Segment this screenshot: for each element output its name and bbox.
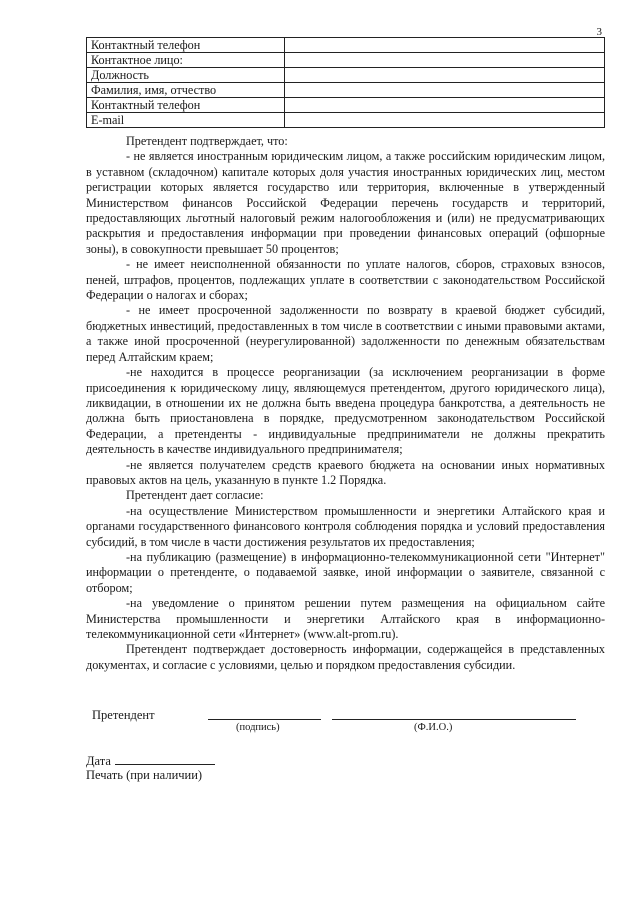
- date-label: Дата: [86, 754, 111, 768]
- stamp-label: Печать (при наличии): [86, 768, 203, 782]
- table-row: [87, 113, 605, 128]
- paragraph-not-budget-recipient: -не является получателем средств краевого бюджета на основании иных нормативных правовых актов на цель, указанную в пункте 1.2 Порядка.: [86, 457, 605, 487]
- paragraph-no-overdue-debt: - не имеет просроченной задолженности по возврату в краевой бюджет субсидий, бюджетных инвестиций, предоставленных в том числе в соответствии с иными правовыми актами, а также иной просроченной (неурегулированной) задолженности по денежным обязательствам перед Алтайским краем;: [86, 303, 605, 364]
- table-cell-label: Контактный телефон: [87, 38, 285, 53]
- date-row: [86, 752, 215, 769]
- signature-line: [208, 719, 321, 720]
- table-cell-label: E-mail: [87, 113, 285, 128]
- paragraph-no-reorganization: -не находится в процессе реорганизации (за исключением реорганизации в форме присоединения к юридическому лицу, являющемуся претендентом, другого юридического лица), ликвидации, в отношении их не должна быть введена процедура банкротства, а деятельность не должна быть приостановлена в порядке, предусмотренном законодательством Российской Федерации, а претенденты - индивидуальные предприниматели не должны прекратить деятельность в качестве индивидуального предпринимателя;: [86, 365, 605, 457]
- table-cell-value: [285, 98, 605, 113]
- table-row: [87, 38, 605, 53]
- name-line: [332, 719, 576, 720]
- table-cell-label: Фамилия, имя, отчество: [87, 83, 285, 98]
- table-row: [87, 83, 605, 98]
- paragraph-consent-publication: -на публикацию (размещение) в информационно-телекоммуникационной сети "Интернет" информации о претенденте, о подаваемой заявке, иной информации о заявителе, связанной с отбором;: [86, 549, 605, 595]
- signature-caption: (подпись): [236, 722, 280, 733]
- name-caption: (Ф.И.О.): [414, 722, 453, 733]
- table-cell-label: Контактное лицо:: [87, 53, 285, 68]
- paragraph-confirms-accuracy: Претендент подтверждает достоверность информации, содержащейся в представленных документах, и согласие с условиями, целью и порядком предоставления субсидии.: [86, 642, 605, 672]
- table-row: [87, 53, 605, 68]
- table-cell-value: [285, 53, 605, 68]
- paragraph-confirms-intro: Претендент подтверждает, что:: [126, 134, 288, 148]
- paragraph-consent-intro: Претендент дает согласие:: [126, 488, 264, 503]
- table-row: [87, 98, 605, 113]
- applicant-label: Претендент: [92, 708, 155, 722]
- paragraph-not-foreign-entity: - не является иностранным юридическим лицом, а также российским юридическим лицом, в уставном (складочном) капитале которых доля участия иностранных юридических лиц, местом регистрации которых является государство или территория, включенные в утвержденный Министерством финансов Российской Федерации перечень государств и территорий, предоставляющих льготный налоговый режим налогообложения и (или) не предусматривающих раскрытия и предоставления информации при проведении финансовых операций (офшорные зоны), в совокупности превышает 50 процентов;: [86, 149, 605, 256]
- table-row: [87, 68, 605, 83]
- page-number: 3: [596, 26, 602, 38]
- paragraph-consent-control: -на осуществление Министерством промышленности и энергетики Алтайского края и органами государственного финансового контроля соблюдения порядка и условий предоставления субсидий, в том числе в части достижения результатов их предоставления;: [86, 503, 605, 549]
- table-cell-value: [285, 113, 605, 128]
- table-cell-value: [285, 68, 605, 83]
- table-cell-label: Должность: [87, 68, 285, 83]
- date-line: [115, 752, 215, 765]
- table-cell-label: Контактный телефон: [87, 98, 285, 113]
- paragraph-no-tax-debt: - не имеет неисполненной обязанности по уплате налогов, сборов, страховых взносов, пеней, штрафов, процентов, подлежащих уплате в соответствии с законодательством Российской Федерации о налогах и сборах;: [86, 257, 605, 303]
- contact-info-table: [86, 37, 605, 128]
- document-body: [86, 134, 605, 673]
- table-cell-value: [285, 83, 605, 98]
- table-cell-value: [285, 38, 605, 53]
- paragraph-consent-notification: -на уведомление о принятом решении путем размещения на официальном сайте Министерства промышленности и энергетики Алтайского края в информационно-телекоммуникационной сети «Интернет» (www.alt-prom.ru).: [86, 596, 605, 641]
